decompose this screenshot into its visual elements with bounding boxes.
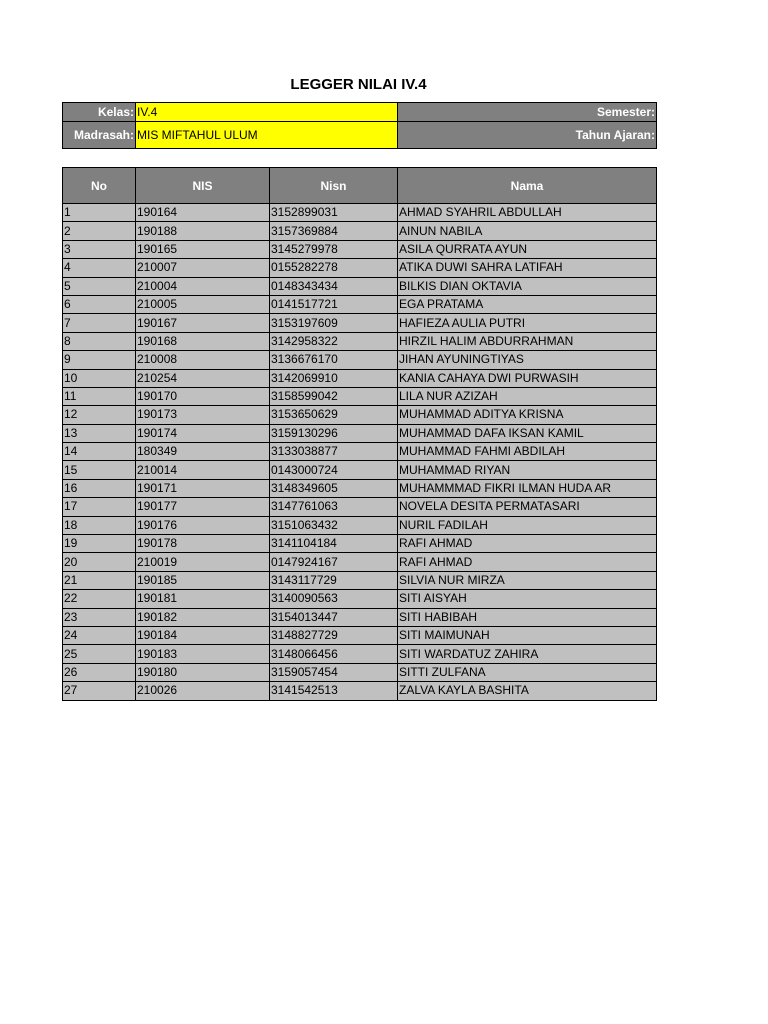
cell-nis[interactable]: 210019 bbox=[136, 553, 270, 571]
cell-nis[interactable]: 210008 bbox=[136, 351, 270, 369]
cell-nisn[interactable]: 3141104184 bbox=[270, 535, 398, 553]
cell-nis[interactable]: 190180 bbox=[136, 663, 270, 681]
cell-no[interactable]: 2 bbox=[63, 222, 136, 240]
cell-nisn[interactable]: 3157369884 bbox=[270, 222, 398, 240]
cell-nis[interactable]: 210005 bbox=[136, 295, 270, 313]
madrasah-label: Madrasah: bbox=[63, 122, 136, 149]
cell-nis[interactable]: 190174 bbox=[136, 424, 270, 442]
cell-no[interactable]: 5 bbox=[63, 277, 136, 295]
cell-nis[interactable]: 190173 bbox=[136, 406, 270, 424]
table-row bbox=[63, 240, 657, 258]
cell-no[interactable]: 17 bbox=[63, 498, 136, 516]
cell-nama[interactable]: BILKIS DIAN OKTAVIA bbox=[398, 277, 657, 295]
cell-no[interactable]: 21 bbox=[63, 571, 136, 589]
cell-nisn[interactable]: 0141517721 bbox=[270, 295, 398, 313]
table-row bbox=[63, 479, 657, 497]
cell-no[interactable]: 15 bbox=[63, 461, 136, 479]
cell-no[interactable]: 8 bbox=[63, 332, 136, 350]
cell-nis[interactable]: 210004 bbox=[136, 277, 270, 295]
cell-no[interactable]: 26 bbox=[63, 663, 136, 681]
cell-no[interactable]: 19 bbox=[63, 535, 136, 553]
cell-nis[interactable]: 190181 bbox=[136, 590, 270, 608]
cell-nama[interactable]: MUHAMMMAD FIKRI ILMAN HUDA AR bbox=[398, 479, 657, 497]
cell-nama[interactable]: KANIA CAHAYA DWI PURWASIH bbox=[398, 369, 657, 387]
cell-nis[interactable]: 210026 bbox=[136, 682, 270, 700]
page-title: LEGGER NILAI IV.4 bbox=[290, 76, 427, 93]
cell-nisn[interactable]: 3140090563 bbox=[270, 590, 398, 608]
cell-no[interactable]: 16 bbox=[63, 479, 136, 497]
table-row bbox=[63, 516, 657, 534]
cell-nis[interactable]: 190177 bbox=[136, 498, 270, 516]
column-header-nisn: Nisn bbox=[270, 168, 398, 204]
cell-nisn[interactable]: 3143117729 bbox=[270, 571, 398, 589]
cell-nisn[interactable]: 3141542513 bbox=[270, 682, 398, 700]
table-row bbox=[63, 314, 657, 332]
cell-no[interactable]: 22 bbox=[63, 590, 136, 608]
cell-nis[interactable]: 190178 bbox=[136, 535, 270, 553]
cell-nama[interactable]: AINUN NABILA bbox=[398, 222, 657, 240]
cell-nama[interactable]: SITTI ZULFANA bbox=[398, 663, 657, 681]
table-row bbox=[63, 663, 657, 681]
cell-nisn[interactable]: 3145279978 bbox=[270, 240, 398, 258]
cell-nisn[interactable]: 0148343434 bbox=[270, 277, 398, 295]
cell-nisn[interactable]: 3142069910 bbox=[270, 369, 398, 387]
cell-nama[interactable]: MUHAMMAD RIYAN bbox=[398, 461, 657, 479]
cell-nis[interactable]: 190185 bbox=[136, 571, 270, 589]
table-row bbox=[63, 259, 657, 277]
cell-nama[interactable]: SITI MAIMUNAH bbox=[398, 626, 657, 644]
table-row bbox=[63, 332, 657, 350]
cell-no[interactable]: 3 bbox=[63, 240, 136, 258]
cell-nisn[interactable]: 3147761063 bbox=[270, 498, 398, 516]
cell-no[interactable]: 18 bbox=[63, 516, 136, 534]
cell-nama[interactable]: AHMAD SYAHRIL ABDULLAH bbox=[398, 204, 657, 222]
cell-nis[interactable]: 190168 bbox=[136, 332, 270, 350]
cell-no[interactable]: 24 bbox=[63, 626, 136, 644]
cell-nama[interactable]: HIRZIL HALIM ABDURRAHMAN bbox=[398, 332, 657, 350]
cell-no[interactable]: 11 bbox=[63, 387, 136, 405]
info-table bbox=[62, 102, 657, 149]
table-row bbox=[63, 590, 657, 608]
cell-nama[interactable]: HAFIEZA AULIA PUTRI bbox=[398, 314, 657, 332]
table-row bbox=[63, 387, 657, 405]
cell-nisn[interactable]: 3133038877 bbox=[270, 443, 398, 461]
cell-no[interactable]: 20 bbox=[63, 553, 136, 571]
cell-nis[interactable]: 190170 bbox=[136, 387, 270, 405]
cell-nisn[interactable]: 3148827729 bbox=[270, 626, 398, 644]
cell-nisn[interactable]: 3158599042 bbox=[270, 387, 398, 405]
info-row-madrasah bbox=[63, 122, 657, 149]
table-row bbox=[63, 626, 657, 644]
cell-no[interactable]: 27 bbox=[63, 682, 136, 700]
student-table bbox=[62, 167, 657, 701]
cell-nis[interactable]: 190167 bbox=[136, 314, 270, 332]
cell-nama[interactable]: SITI WARDATUZ ZAHIRA bbox=[398, 645, 657, 663]
table-row bbox=[63, 369, 657, 387]
cell-nisn[interactable]: 3151063432 bbox=[270, 516, 398, 534]
cell-nis[interactable]: 210007 bbox=[136, 259, 270, 277]
cell-nama[interactable]: SILVIA NUR MIRZA bbox=[398, 571, 657, 589]
cell-no[interactable]: 13 bbox=[63, 424, 136, 442]
cell-nis[interactable]: 190183 bbox=[136, 645, 270, 663]
column-header-nis: NIS bbox=[136, 168, 270, 204]
table-row bbox=[63, 498, 657, 516]
table-row bbox=[63, 406, 657, 424]
cell-nama[interactable]: JIHAN AYUNINGTIYAS bbox=[398, 351, 657, 369]
cell-nama[interactable]: ATIKA DUWI SAHRA LATIFAH bbox=[398, 259, 657, 277]
cell-nama[interactable]: RAFI AHMAD bbox=[398, 553, 657, 571]
table-row bbox=[63, 645, 657, 663]
cell-no[interactable]: 12 bbox=[63, 406, 136, 424]
cell-nis[interactable]: 190171 bbox=[136, 479, 270, 497]
cell-nisn[interactable]: 3159057454 bbox=[270, 663, 398, 681]
table-row bbox=[63, 204, 657, 222]
cell-nama[interactable]: MUHAMMAD DAFA IKSAN KAMIL bbox=[398, 424, 657, 442]
table-row bbox=[63, 351, 657, 369]
cell-nama[interactable]: EGA PRATAMA bbox=[398, 295, 657, 313]
table-header-row bbox=[63, 168, 657, 204]
cell-nisn[interactable]: 3153197609 bbox=[270, 314, 398, 332]
cell-nis[interactable]: 190164 bbox=[136, 204, 270, 222]
table-row bbox=[63, 295, 657, 313]
cell-nis[interactable]: 190184 bbox=[136, 626, 270, 644]
table-row bbox=[63, 277, 657, 295]
info-row-kelas bbox=[63, 103, 657, 122]
table-row bbox=[63, 424, 657, 442]
cell-nisn[interactable]: 3154013447 bbox=[270, 608, 398, 626]
kelas-label: Kelas: bbox=[63, 103, 136, 122]
madrasah-value[interactable]: MIS MIFTAHUL ULUM bbox=[136, 122, 398, 149]
cell-nis[interactable]: 190176 bbox=[136, 516, 270, 534]
cell-nisn[interactable]: 0155282278 bbox=[270, 259, 398, 277]
cell-nama[interactable]: MUHAMMAD FAHMI ABDILAH bbox=[398, 443, 657, 461]
cell-nisn[interactable]: 3148066456 bbox=[270, 645, 398, 663]
cell-nama[interactable]: NOVELA DESITA PERMATASARI bbox=[398, 498, 657, 516]
cell-no[interactable]: 6 bbox=[63, 295, 136, 313]
cell-nisn[interactable]: 3142958322 bbox=[270, 332, 398, 350]
column-header-nama: Nama bbox=[398, 168, 657, 204]
table-row bbox=[63, 682, 657, 700]
cell-nis[interactable]: 190165 bbox=[136, 240, 270, 258]
table-row bbox=[63, 461, 657, 479]
cell-nama[interactable]: SITI HABIBAH bbox=[398, 608, 657, 626]
semester-label: Semester: bbox=[398, 103, 657, 122]
cell-nis[interactable]: 180349 bbox=[136, 443, 270, 461]
cell-nama[interactable]: ZALVA KAYLA BASHITA bbox=[398, 682, 657, 700]
cell-nama[interactable]: MUHAMMAD ADITYA KRISNA bbox=[398, 406, 657, 424]
cell-no[interactable]: 4 bbox=[63, 259, 136, 277]
column-header-no: No bbox=[63, 168, 136, 204]
cell-nama[interactable]: SITI AISYAH bbox=[398, 590, 657, 608]
cell-no[interactable]: 14 bbox=[63, 443, 136, 461]
cell-no[interactable]: 25 bbox=[63, 645, 136, 663]
cell-no[interactable]: 1 bbox=[63, 204, 136, 222]
cell-nama[interactable]: NURIL FADILAH bbox=[398, 516, 657, 534]
cell-nisn[interactable]: 3153650629 bbox=[270, 406, 398, 424]
cell-no[interactable]: 7 bbox=[63, 314, 136, 332]
cell-nisn[interactable]: 3136676170 bbox=[270, 351, 398, 369]
table-row bbox=[63, 222, 657, 240]
cell-no[interactable]: 9 bbox=[63, 351, 136, 369]
cell-nis[interactable]: 210014 bbox=[136, 461, 270, 479]
cell-nama[interactable]: LILA NUR AZIZAH bbox=[398, 387, 657, 405]
cell-nisn[interactable]: 3159130296 bbox=[270, 424, 398, 442]
cell-nis[interactable]: 190188 bbox=[136, 222, 270, 240]
table-row bbox=[63, 553, 657, 571]
cell-nama[interactable]: ASILA QURRATA AYUN bbox=[398, 240, 657, 258]
tahun-ajaran-label: Tahun Ajaran: bbox=[398, 122, 657, 149]
cell-no[interactable]: 23 bbox=[63, 608, 136, 626]
table-row bbox=[63, 608, 657, 626]
cell-nisn[interactable]: 0143000724 bbox=[270, 461, 398, 479]
table-row bbox=[63, 443, 657, 461]
table-row bbox=[63, 535, 657, 553]
cell-nama[interactable]: RAFI AHMAD bbox=[398, 535, 657, 553]
cell-nisn[interactable]: 0147924167 bbox=[270, 553, 398, 571]
cell-nis[interactable]: 210254 bbox=[136, 369, 270, 387]
cell-no[interactable]: 10 bbox=[63, 369, 136, 387]
cell-nis[interactable]: 190182 bbox=[136, 608, 270, 626]
cell-nisn[interactable]: 3152899031 bbox=[270, 204, 398, 222]
cell-nisn[interactable]: 3148349605 bbox=[270, 479, 398, 497]
table-row bbox=[63, 571, 657, 589]
kelas-value[interactable]: IV.4 bbox=[136, 103, 398, 122]
